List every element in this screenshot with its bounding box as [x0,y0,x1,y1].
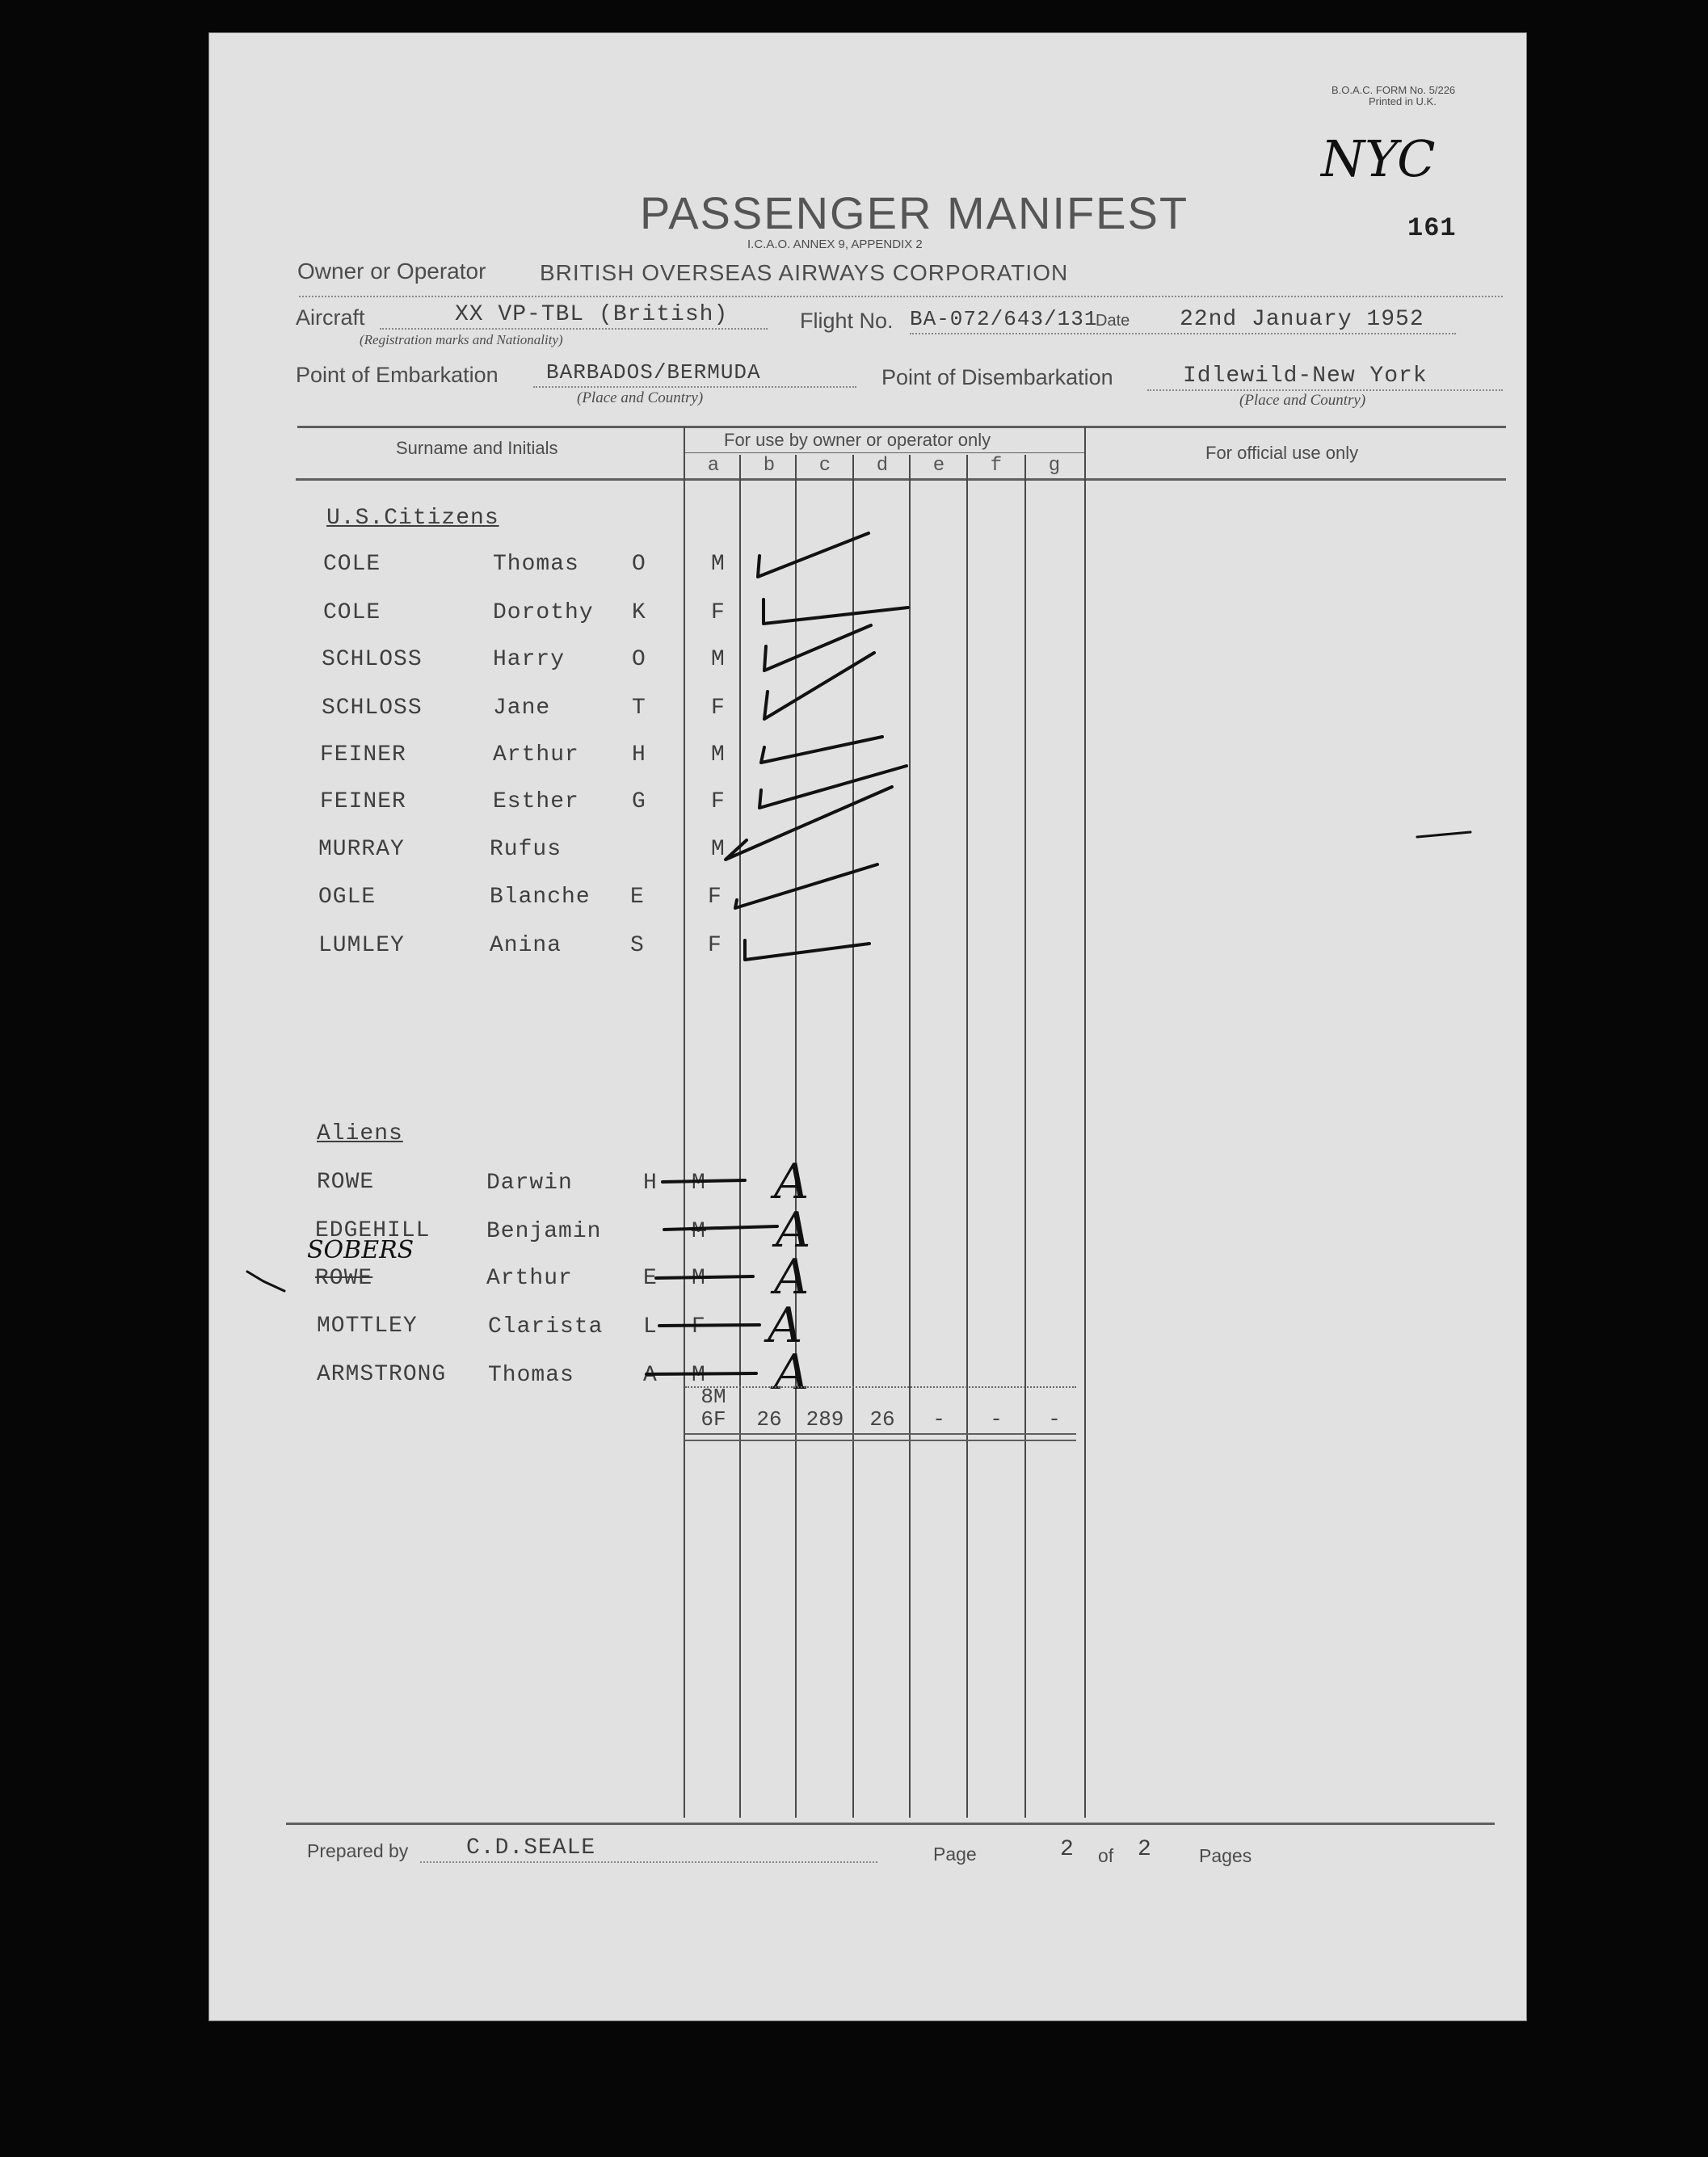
date-value: 22nd January 1952 [1180,307,1424,332]
surname-correction: SOBERS [307,1236,414,1264]
total-d: 26 [869,1407,895,1432]
col-f-header: f [990,455,1003,477]
sex: F [711,696,726,721]
total-a-male: 8M [700,1385,726,1409]
of-value: 2 [1138,1837,1152,1862]
strike-line [664,1226,777,1230]
page-value: 2 [1060,1837,1075,1862]
initial: A [643,1363,658,1388]
given-name: Clarista [488,1314,604,1339]
check-mark [761,737,882,763]
check-mark [758,533,869,577]
disembark-value: Idlewild-New York [1183,364,1428,389]
total-a-female: 6F [700,1407,726,1432]
embark-note: (Place and Country) [577,389,704,406]
given-name: Thomas [493,552,579,577]
surname: SCHLOSS [322,647,423,672]
surname: SCHLOSS [322,696,423,721]
total-c: 289 [806,1407,844,1432]
surname: ROWE [317,1170,375,1195]
col-owner-use-header: For use by owner or operator only [724,430,991,450]
sex: M [711,742,726,767]
check-mark [726,787,892,860]
sex: M [692,1363,706,1388]
prepared-by-label: Prepared by [307,1840,409,1861]
sex: M [711,552,726,577]
total-b: 26 [756,1407,782,1432]
given-name: Benjamin [486,1219,602,1244]
sex: F [711,789,726,814]
given-name: Rufus [490,837,562,862]
surname: MOTTLEY [317,1314,418,1339]
form-number: B.O.A.C. FORM No. 5/226 [1331,84,1456,96]
col-e-header: e [932,455,945,477]
given-name: Dorothy [493,600,594,625]
initial: T [632,696,646,721]
col-c-header: c [818,455,831,477]
aircraft-label: Aircraft [296,305,365,330]
initial: H [632,742,646,767]
page-label: Page [933,1844,977,1865]
aircraft-value: XX VP-TBL (British) [455,302,729,327]
sex: M [711,837,726,862]
sex: F [692,1314,706,1339]
section-aliens: Aliens [317,1121,403,1146]
surname: COLE [323,552,381,577]
given-name: Anina [490,933,562,958]
sex: M [692,1219,706,1244]
page-stamp-number: 161 [1407,213,1457,243]
col-b-header: b [763,455,776,477]
total-f: - [990,1407,1003,1432]
initial: L [643,1314,658,1339]
col-official-header: For official use only [1205,443,1359,463]
section-us-citizens: U.S.Citizens [326,506,499,531]
col-g-header: g [1048,455,1061,477]
surname: MURRAY [318,837,405,862]
initial: G [632,789,646,814]
total-e: - [932,1407,945,1432]
check-mark [745,940,869,960]
check-mark [759,766,907,808]
check-mark [764,599,908,624]
sex: M [692,1171,706,1196]
alien-mark: A [774,1154,810,1210]
total-g: - [1048,1407,1061,1432]
strike-line [646,1373,756,1374]
embark-value: BARBADOS/BERMUDA [546,360,761,385]
initial: E [630,885,645,910]
surname: OGLE [318,885,377,910]
surname: COLE [323,600,381,625]
alien-mark: A [776,1202,811,1259]
surname: EDGEHILL [315,1218,431,1243]
initial: H [643,1171,658,1196]
surname: LUMLEY [318,933,405,958]
margin-mark [1417,832,1470,837]
strike-line [656,1276,753,1278]
sex: F [708,885,722,910]
printed-in: Printed in U.K. [1369,95,1437,107]
flight-value: BA-072/643/131 [910,307,1098,331]
surname: FEINER [320,742,406,767]
col-a-header: a [707,455,720,477]
date-label: Date [1096,312,1130,330]
given-name: Esther [493,789,579,814]
given-name: Jane [493,696,551,721]
pages-label: Pages [1199,1845,1252,1866]
alien-mark: A [774,1249,810,1306]
surname: ARMSTRONG [317,1362,447,1387]
disembark-note: (Place and Country) [1239,392,1366,409]
aircraft-note: (Registration marks and Nationality) [360,332,563,347]
strike-line [663,1180,745,1182]
page-subtitle: I.C.A.O. ANNEX 9, APPENDIX 2 [747,238,923,251]
sex: F [708,933,722,958]
given-name: Arthur [493,742,579,767]
strike-line [659,1325,759,1326]
sex: F [711,600,726,625]
prepared-by-value: C.D.SEALE [466,1835,596,1861]
owner-value: BRITISH OVERSEAS AIRWAYS CORPORATION [540,260,1069,285]
given-name: Thomas [488,1363,574,1388]
given-name: Darwin [486,1171,573,1196]
col-d-header: d [876,455,889,477]
page-title: PASSENGER MANIFEST [640,187,1189,238]
margin-mark [247,1272,284,1291]
initial: E [643,1266,658,1291]
alien-mark: A [774,1344,810,1401]
initial: S [630,933,645,958]
disembark-label: Point of Disembarkation [881,365,1113,389]
initial: O [632,647,646,672]
sex: M [711,647,726,672]
surname: ROWE [315,1266,373,1291]
initial: O [632,552,646,577]
handwritten-code: NYC [1321,129,1436,188]
of-label: of [1098,1845,1114,1866]
col-surname-header: Surname and Initials [396,438,558,458]
surname: FEINER [320,789,406,814]
owner-label: Owner or Operator [297,259,486,284]
embark-label: Point of Embarkation [296,363,499,387]
given-name: Harry [493,647,566,672]
given-name: Blanche [490,885,591,910]
flight-label: Flight No. [800,309,894,333]
sex: M [692,1266,706,1291]
check-mark [735,864,877,908]
alien-mark: A [768,1297,803,1354]
given-name: Arthur [486,1266,573,1291]
initial: K [632,600,646,625]
